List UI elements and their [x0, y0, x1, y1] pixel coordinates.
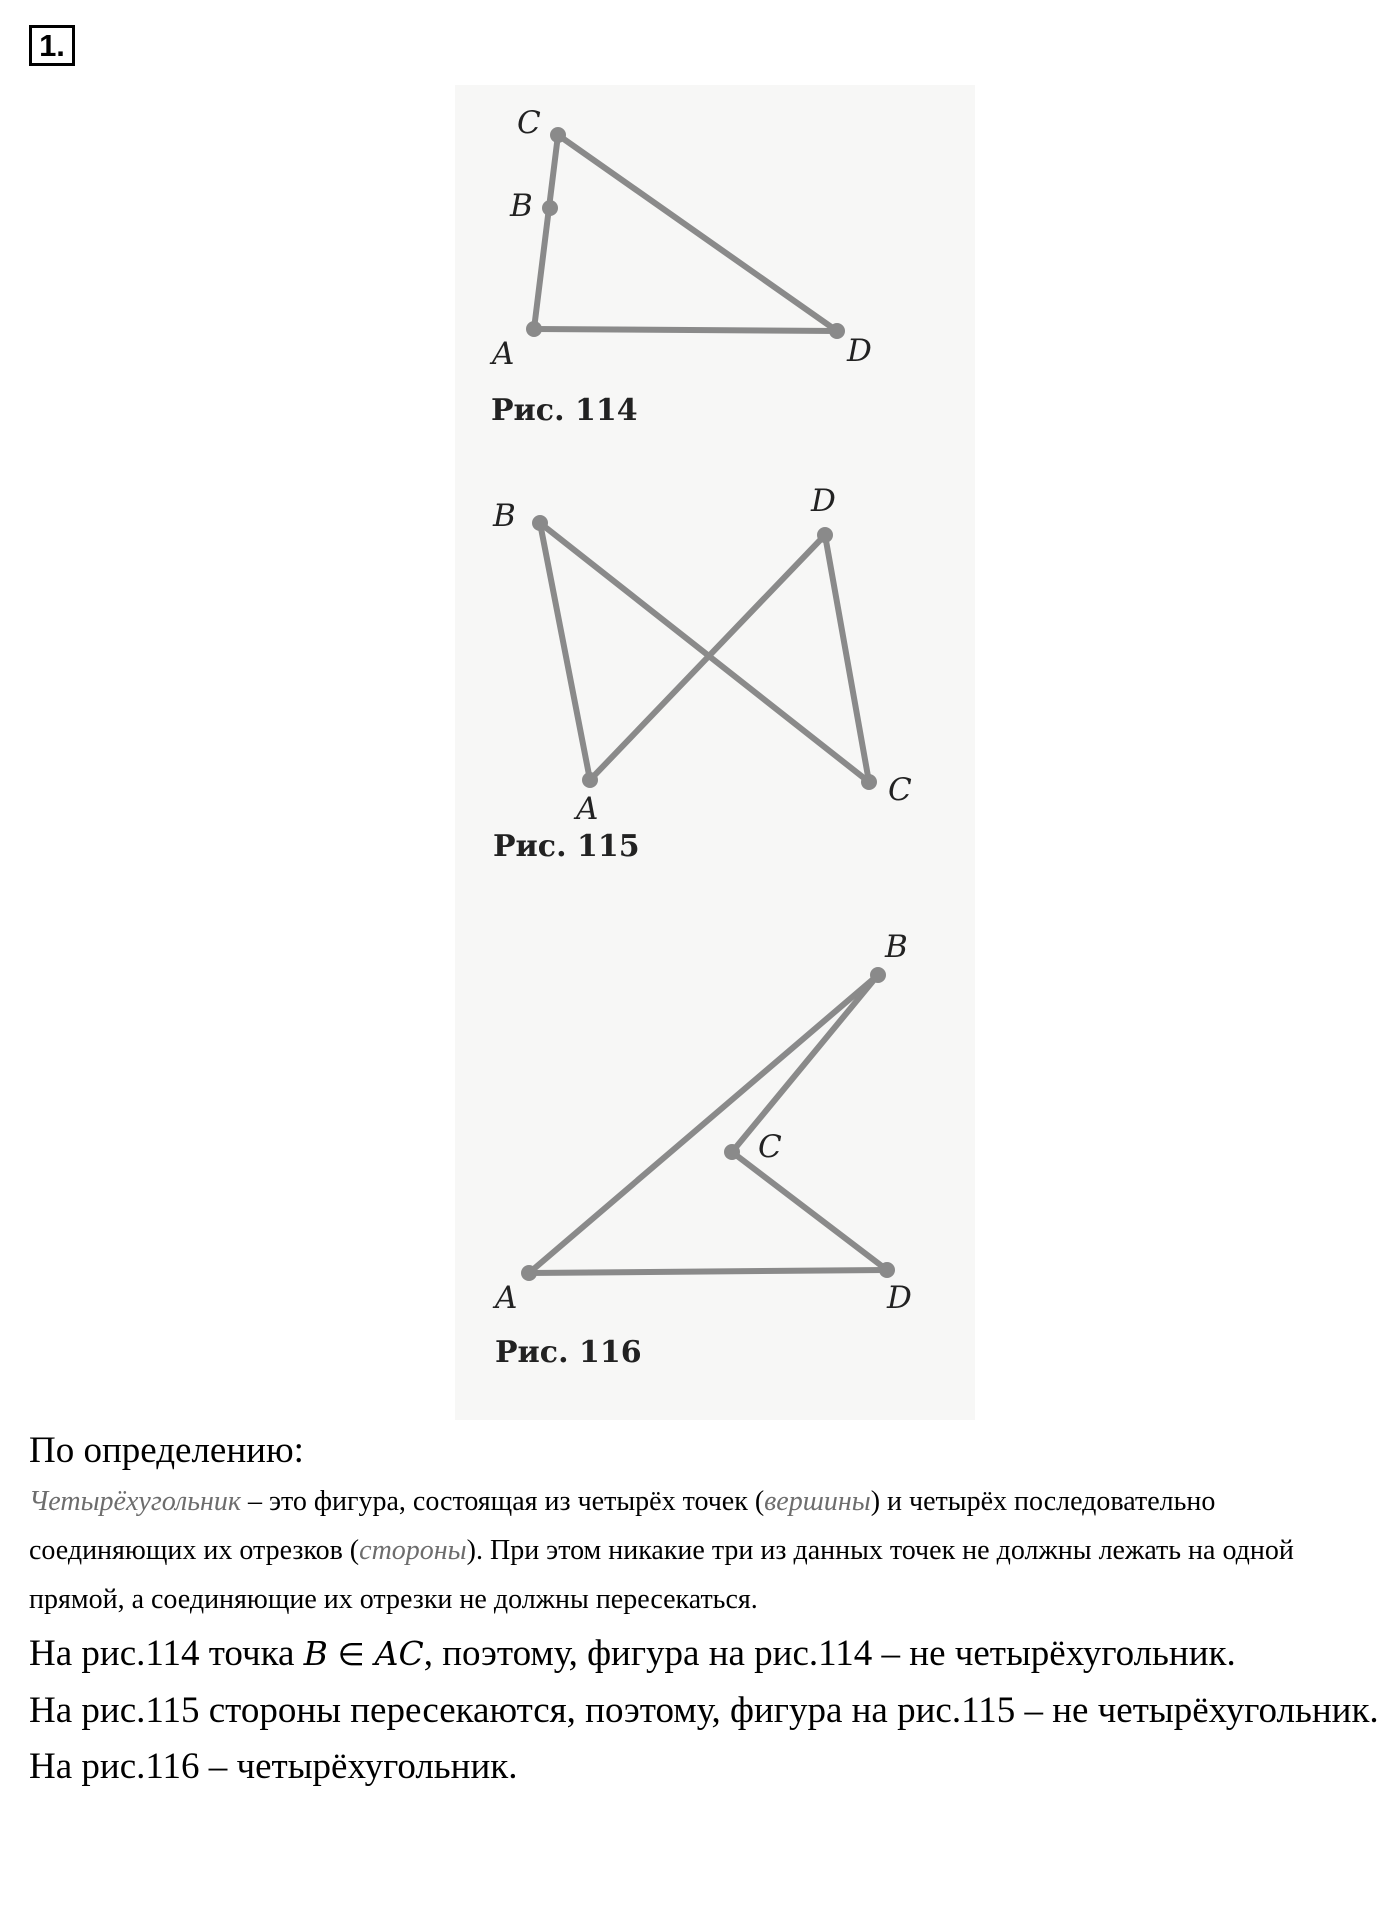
point-d [817, 527, 833, 543]
figure-114 [455, 85, 975, 445]
vertex-label-a: A [576, 791, 599, 827]
point-b [542, 200, 558, 216]
term-vertices: вершины [764, 1486, 871, 1517]
vertex-label-d: D [887, 1280, 912, 1316]
math-segment-ac: AC [374, 1634, 424, 1673]
statement-114-before: На рис.114 точка [29, 1633, 304, 1674]
task-number: 1. [29, 25, 75, 66]
definition-part-3: ). При этом никакие три из данных точек не должны лежать на одной прямой, а соединяющие их отрезки не должны пересекаться. [29, 1535, 1294, 1615]
term-sides: стороны [359, 1535, 467, 1566]
definition-heading: По определению: [29, 1430, 304, 1471]
segment-cb [540, 523, 869, 782]
figure-114-drawing [455, 85, 975, 445]
vertex-label-d: D [811, 483, 836, 519]
term-quadrilateral: Четырёхугольник [29, 1486, 241, 1517]
math-element-of: ∈ [327, 1637, 375, 1673]
figure-114-caption: Рис. 114 [491, 393, 638, 428]
segment-ad [529, 1270, 887, 1273]
point-d [829, 323, 845, 339]
vertex-label-a: A [492, 336, 515, 372]
figure-115-caption: Рис. 115 [493, 829, 640, 864]
vertex-label-a: A [495, 1280, 518, 1316]
figure-115 [455, 405, 975, 885]
point-d [879, 1262, 895, 1278]
math-point-b: B [303, 1634, 328, 1673]
vertex-label-c: C [888, 772, 912, 808]
solution-text [29, 1425, 1379, 1795]
figure-115-drawing [455, 405, 975, 825]
segment-cd [558, 135, 837, 331]
point-a [521, 1265, 537, 1281]
figure-116-drawing [455, 895, 975, 1355]
quadrilateral-definition [29, 1477, 1374, 1624]
statement-figure-115: На рис.115 стороны пересекаются, поэтому, фигура на рис.115 – не четырёхугольник. [29, 1690, 1379, 1731]
vertex-label-c: C [517, 105, 541, 141]
point-a [582, 772, 598, 788]
vertex-label-b: B [510, 188, 533, 224]
segment-ca [534, 135, 558, 329]
point-c [550, 127, 566, 143]
statement-114-after: , поэтому, фигура на рис.114 – не четырёхугольник. [423, 1633, 1236, 1674]
point-a [526, 321, 542, 337]
segment-ba [540, 523, 590, 780]
segment-ad [534, 329, 837, 331]
figure-116 [455, 895, 975, 1420]
vertex-label-d: D [847, 333, 872, 369]
segment-ab [529, 975, 878, 1273]
point-c [724, 1144, 740, 1160]
point-c [861, 774, 877, 790]
segment-cd [732, 1152, 887, 1270]
segment-bc [732, 975, 878, 1152]
definition-part-1: – это фигура, состоящая из четырёх точек ( [240, 1486, 765, 1517]
statement-figure-116: На рис.116 – четырёхугольник. [29, 1746, 518, 1787]
vertex-label-b: B [493, 498, 516, 534]
figure-area [455, 85, 975, 1420]
point-b [532, 515, 548, 531]
definition-part-2: ) и четырёх последовательно соединяющих их отрезков ( [29, 1486, 1216, 1566]
figure-116-caption: Рис. 116 [495, 1335, 642, 1370]
vertex-label-b: B [885, 929, 908, 965]
statement-figure-114 [29, 1626, 1379, 1683]
segment-dc [825, 535, 869, 782]
vertex-label-c: C [758, 1129, 782, 1165]
point-b [870, 967, 886, 983]
